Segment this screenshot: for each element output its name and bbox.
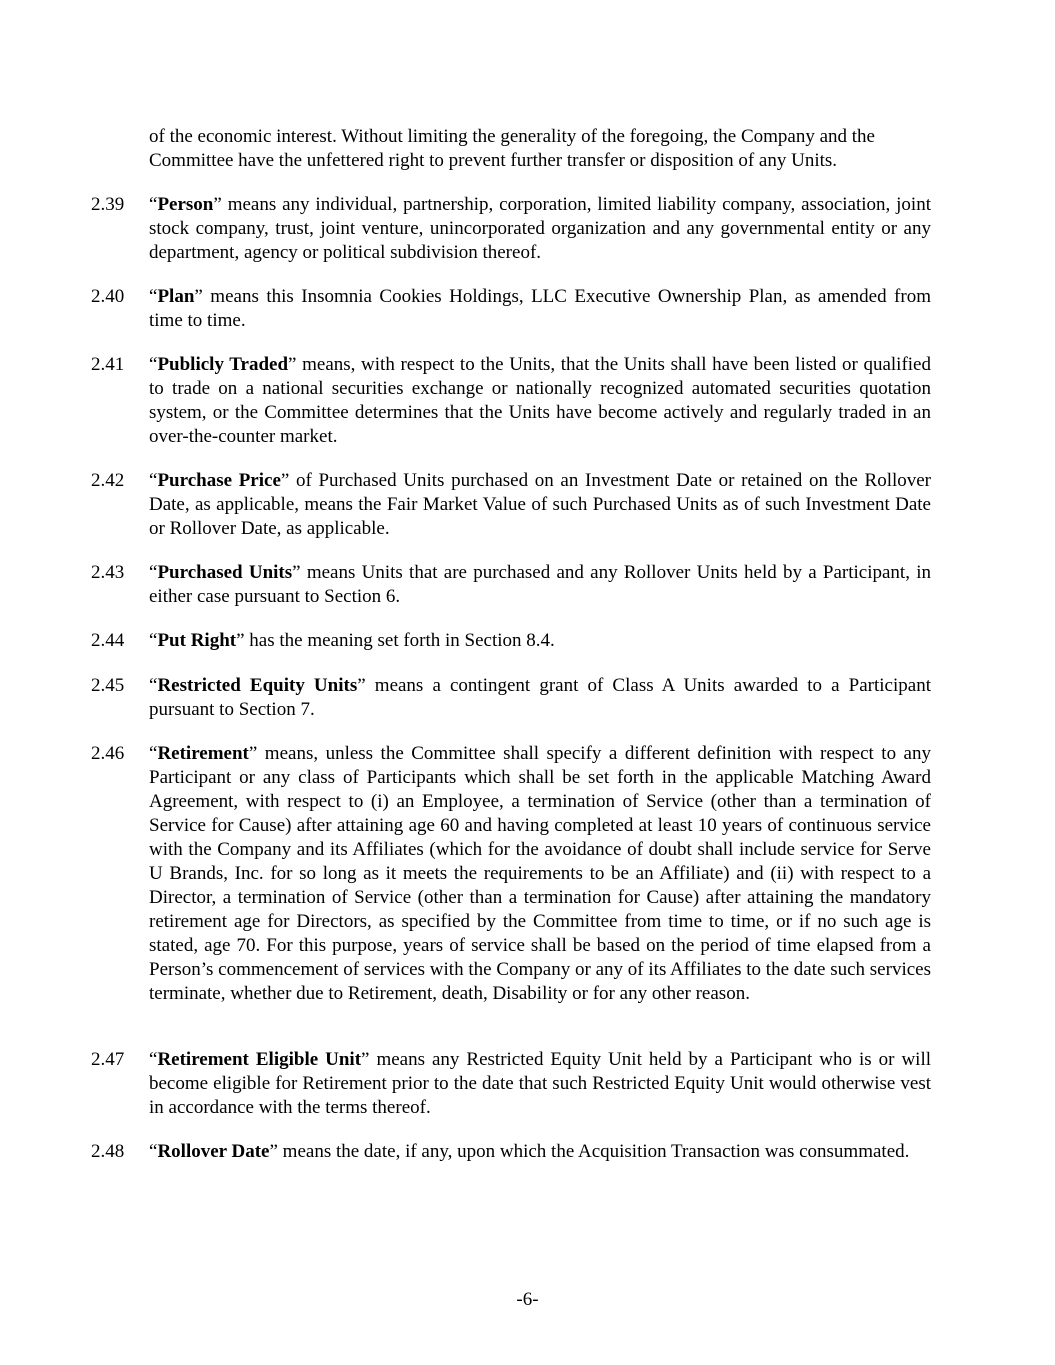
- clause-text: means any individual, partnership, corporation, limited liability company, association, joint stock company, trust, joint venture, unincorporated organization and any governmental entity or any department, agency or political subdivision thereof.: [149, 194, 931, 263]
- clause-2-46: [91, 742, 931, 1006]
- clause-number: 2.39: [91, 194, 125, 215]
- clause-number: 2.45: [91, 675, 125, 696]
- defined-term: Purchase Price: [157, 470, 281, 491]
- clause-body: [149, 561, 931, 609]
- clause-2-39: [91, 193, 931, 265]
- clause-text: of Purchased Units purchased on an Investment Date or retained on the Rollover Date, as applicable, means the Fair Market Value of such Purchased Units as of such Investment Date or Rollover Date, as applicable.: [149, 470, 932, 539]
- open-quote: “: [149, 630, 158, 651]
- clause-2-44: [91, 629, 931, 653]
- clause-text: means this Insomnia Cookies Holdings, LLC Executive Ownership Plan, as amended from time to time.: [149, 286, 931, 331]
- clause-number: 2.46: [91, 743, 125, 764]
- clause-2-43: [91, 561, 931, 609]
- defined-term: Rollover Date: [157, 1141, 270, 1162]
- clause-number: 2.47: [91, 1049, 125, 1070]
- clause-body: [149, 469, 931, 541]
- defined-term: Publicly Traded: [157, 354, 289, 375]
- clause-body: [149, 629, 931, 653]
- defined-term: Retirement: [157, 743, 249, 764]
- defined-term: Purchased Units: [157, 562, 293, 583]
- close-quote: ”: [357, 675, 366, 696]
- close-quote: ”: [213, 194, 222, 215]
- open-quote: “: [149, 1141, 158, 1162]
- clause-text: means a contingent grant of Class A Units awarded to a Participant pursuant to Section 7.: [149, 675, 931, 720]
- clause-2-41: [91, 353, 931, 449]
- clause-text: means Units that are purchased and any Rollover Units held by a Participant, in either case pursuant to Section 6.: [149, 562, 931, 607]
- clause-number: 2.40: [91, 286, 125, 307]
- clause-text: means the date, if any, upon which the Acquisition Transaction was consummated.: [277, 1141, 910, 1162]
- defined-term: Restricted Equity Units: [157, 675, 358, 696]
- defined-term: Plan: [157, 286, 195, 307]
- clause-2-42: [91, 469, 931, 541]
- clause-number: 2.48: [91, 1141, 125, 1162]
- continuation-paragraph: of the economic interest. Without limiting the generality of the foregoing, the Company and the Committee have the unfettered right to prevent further transfer or disposition of any Units.: [149, 126, 875, 171]
- open-quote: “: [149, 286, 158, 307]
- defined-term: Person: [157, 194, 214, 215]
- clause-text: has the meaning set forth in Section 8.4.: [244, 630, 555, 651]
- clause-body: [149, 742, 931, 1006]
- close-quote: ”: [236, 630, 245, 651]
- close-quote: ”: [288, 354, 297, 375]
- clause-number: 2.42: [91, 470, 125, 491]
- clause-text: means, unless the Committee shall specify a different definition with respect to any Participant or any class of Participants which shall be set forth in the applicable Matching Award Agreement, with respect to (i) an Employee, a termination of Service (other than a termination of Service for Cause) after attaining age 60 and having completed at least 10 years of continuous service with the Company and its Affiliates (which for the avoidance of doubt shall include service for Serve U Brands, Inc. for so long as it meets the requirements to be an Affiliate) and (ii) with respect to a Director, a termination of Service (other than a termination for Cause) after attaining the mandatory retirement age for Directors, as specified by the Committee from time to time, or if no such age is stated, age 70. For this purpose, years of service shall be based on the period of time elapsed from a Person’s commencement of services with the Company or any of its Affiliates to the date such services terminate, whether due to Retirement, death, Disability or for any other reason.: [149, 743, 931, 1004]
- close-quote: ”: [280, 470, 290, 491]
- close-quote: ”: [292, 562, 301, 583]
- clause-text: means, with respect to the Units, that the Units shall have been listed or qualified to trade on a national securities exchange or nationally recognized automated securities quotation system, or the Committee determines that the Units have become actively and regularly traded in an over-the-counter market.: [149, 354, 931, 447]
- clause-text: means any Restricted Equity Unit held by a Participant who is or will become eligible for Retirement prior to the date that such Restricted Equity Unit would otherwise vest in accordance with the terms thereof.: [149, 1049, 931, 1118]
- defined-term: Put Right: [157, 630, 237, 651]
- clause-body: [149, 674, 931, 722]
- clause-body: [149, 353, 931, 449]
- clause-body: [149, 1048, 931, 1120]
- open-quote: “: [149, 354, 158, 375]
- clause-body: [149, 193, 931, 265]
- clause-number: 2.44: [91, 630, 125, 651]
- open-quote: “: [149, 1049, 158, 1070]
- clause-body: [149, 285, 931, 333]
- defined-term: Retirement Eligible Unit: [157, 1049, 362, 1070]
- close-quote: ”: [194, 286, 203, 307]
- open-quote: “: [149, 675, 158, 696]
- open-quote: “: [149, 194, 158, 215]
- open-quote: “: [149, 562, 158, 583]
- open-quote: “: [149, 743, 158, 764]
- close-quote: ”: [248, 743, 258, 764]
- close-quote: ”: [361, 1049, 370, 1070]
- close-quote: ”: [269, 1141, 278, 1162]
- clause-number: 2.41: [91, 354, 125, 375]
- page-number: -6-: [516, 1289, 539, 1310]
- clause-2-40: [91, 285, 931, 333]
- clause-number: 2.43: [91, 562, 125, 583]
- clause-2-47: [91, 1048, 931, 1120]
- clause-2-45: [91, 674, 931, 722]
- clause-2-48: [91, 1140, 931, 1164]
- open-quote: “: [149, 470, 158, 491]
- clause-body: [149, 1140, 931, 1164]
